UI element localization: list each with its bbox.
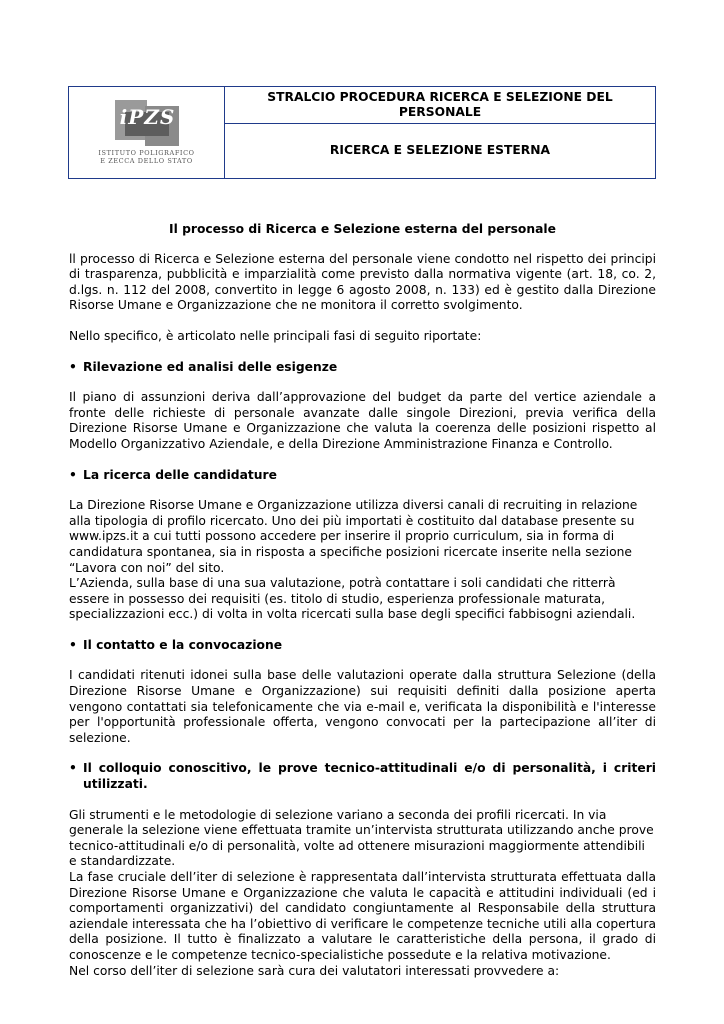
bullet-icon: • [69,467,77,482]
intro-paragraph: ll processo di Ricerca e Selezione esterna del personale viene condotto nel rispetto dei principi di trasparenza, pubblicità e imparzialità come previsto dalla normativa vigente (art. 18, co. 2, d.lgs. n. 112 del 2008, convertito in legge 6 agosto 2008, n. 133) ed è gestito dalla Direzione Risorse Umane e Organizzazione che ne monitora il corretto svolgimento. [69,251,656,313]
section-4-text-a: Gli strumenti e le metodologie di selezione variano a seconda dei profili ricercati. In via generale la selezione viene effettuata tramite un’intervista strutturata utilizzando anche prove tecnico-attitudinali e/o di personalità, volte ad ottenere misurazioni maggiormente attendibili e standardizzate. [69,807,654,869]
section-heading-1: • Rilevazione ed analisi delle esigenze [69,359,338,374]
header-title-bottom: RICERCA E SELEZIONE ESTERNA [329,143,551,158]
section-heading-2: • La ricerca delle candidature [69,467,277,482]
section-1-text: Il piano di assunzioni deriva dall’approvazione del budget da parte del vertice aziendale a fronte delle richieste di personale avanzate dalle singole Direzioni, previa verifica della Direzione Risorse Umane e Organizzazione che valuta la coerenza delle posizioni rispetto al Modello Organizzativo Aziendale, e della Direzione Amministrazione Finanza e Controllo. [69,390,656,451]
title-cell [225,87,655,178]
logo-cell [69,87,225,178]
section-4-text-b: La fase cruciale dell’iter di selezione è rappresentata dall’intervista strutturata effettuata dalla Direzione Risorse Umane e Organizzazione che valuta le capacità e attitudini individuali (ed i comportamenti organizzativi) del candidato congiuntamente al Responsabile della struttura aziendale interessata che ha l’obiettivo di verificare le competenze tecniche utili alla copertura della posizione. Il tutto è finalizzato a valutare le caratteristiche della persona, il grado di conoscenze e le competenze tecnico-specialistiche possedute e la relativa motivazione. [69,870,656,962]
section-heading-3: • Il contatto e la convocazione [69,637,283,652]
header-table [68,86,656,179]
header-title-top: STRALCIO PROCEDURA RICERCA E SELEZIONE DEL PERSONALE [225,87,655,124]
bullet-icon: • [69,761,77,776]
bullet-icon: • [69,637,77,652]
logo-text: iPZS [119,105,176,129]
logo-caption [98,150,194,165]
section-4-text-c: Nel corso dell’iter di selezione sarà cura dei valutatori interessati provvedere a: [69,963,560,978]
logo-caption-line1: ISTITUTO POLIGRAFICO [98,149,195,157]
logo-caption-line2: E ZECCA DELLO STATO [100,156,193,165]
section-2-text-b: L’Azienda, sulla base di una sua valutazione, potrà contattare i soli candidati che ritterrà essere in possesso dei requisiti (es. titolo di studio, esperienza professionale maturata, specializzazioni ecc.) di volta in volta ricercati sulla base degli specifici fabbisogni aziendali. [69,576,636,622]
bullet-icon: • [69,359,77,374]
section-3-text: I candidati ritenuti idonei sulla base delle valutazioni operate dalla struttura Selezione (della Direzione Risorse Umane e Organizzazione) sui requisiti definiti dalla posizione aperta vengono contattati sia telefonicamente che via e-mail e, verificata la disponibilità e l'interesse per l'opportunità professionale offerta, vengono convocati per la partecipazione all’iter di selezione. [69,668,656,745]
document-body [69,222,656,979]
intro-paragraph-2: Nello specifico, è articolato nelle principali fasi di seguito riportate: [69,328,482,343]
ipzs-logo [115,100,179,146]
document-title: Il processo di Ricerca e Selezione esterna del personale [169,222,556,236]
section-2-text-a: La Direzione Risorse Umane e Organizzazione utilizza diversi canali di recruiting in relazione alla tipologia di profilo ricercato. Uno dei più importati è costituito dal database presente su www.ipzs.it a cui tutti possono accedere per inserire il proprio curriculum, sia in forma di candidatura spontanea, sia in risposta a specifiche posizioni ricercate inserite nella sezione “Lavora con noi” del sito. [69,498,638,575]
section-heading-4: • Il colloquio conoscitivo, le prove tecnico-attitudinali e/o di personalità, i criteri utilizzati. [69,761,656,792]
